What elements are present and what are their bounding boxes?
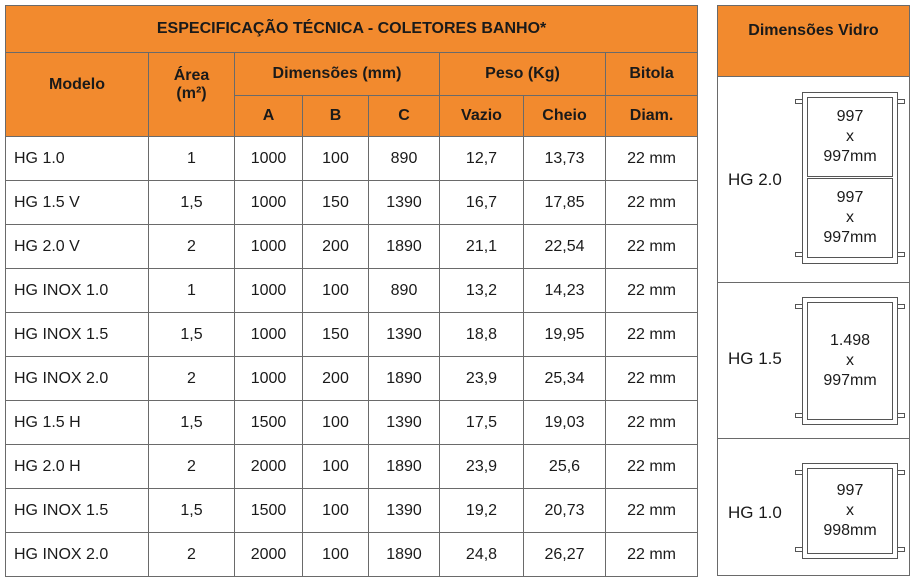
glass-section-hg-2-0 — [718, 78, 909, 283]
cell-cheio: 26,27 — [524, 533, 606, 577]
table-row — [6, 269, 698, 313]
panel-tab — [795, 304, 803, 309]
cell-area: 2 — [149, 357, 235, 401]
cell-area: 1,5 — [149, 313, 235, 357]
cell-diam: 22 mm — [606, 313, 698, 357]
table-row — [6, 357, 698, 401]
cell-area: 2 — [149, 225, 235, 269]
table-row — [6, 401, 698, 445]
cell-diam: 22 mm — [606, 489, 698, 533]
spec-table — [5, 5, 698, 577]
cell-c: 890 — [369, 269, 440, 313]
cell-modelo: HG INOX 2.0 — [6, 533, 149, 577]
cell-c: 1390 — [369, 401, 440, 445]
cell-a: 1000 — [235, 181, 303, 225]
glass-pane: 997 x 997mm — [807, 97, 893, 177]
cell-b: 100 — [303, 401, 369, 445]
cell-cheio: 19,03 — [524, 401, 606, 445]
cell-b: 200 — [303, 357, 369, 401]
glass-section-label: HG 1.0 — [728, 503, 782, 522]
panel-tab — [795, 252, 803, 257]
cell-vazio: 17,5 — [440, 401, 524, 445]
cell-a: 1000 — [235, 313, 303, 357]
cell-b: 100 — [303, 445, 369, 489]
cell-modelo: HG 1.5 V — [6, 181, 149, 225]
header-modelo: Modelo — [6, 53, 149, 137]
cell-c: 1390 — [369, 313, 440, 357]
table-row — [6, 313, 698, 357]
cell-vazio: 16,7 — [440, 181, 524, 225]
cell-modelo: HG 2.0 V — [6, 225, 149, 269]
panel-tab — [795, 99, 803, 104]
panel-tab — [795, 547, 803, 552]
cell-diam: 22 mm — [606, 357, 698, 401]
cell-b: 150 — [303, 313, 369, 357]
cell-c: 1890 — [369, 225, 440, 269]
cell-cheio: 13,73 — [524, 137, 606, 181]
glass-pane: 997 x 998mm — [807, 468, 893, 554]
cell-c: 1890 — [369, 445, 440, 489]
cell-vazio: 23,9 — [440, 445, 524, 489]
cell-c: 1390 — [369, 181, 440, 225]
cell-cheio: 25,6 — [524, 445, 606, 489]
table-row — [6, 533, 698, 577]
glass-panel-diagram — [802, 92, 898, 264]
glass-section-label: HG 2.0 — [728, 170, 782, 189]
table-row — [6, 225, 698, 269]
table-row — [6, 181, 698, 225]
cell-modelo: HG INOX 1.5 — [6, 489, 149, 533]
header-c: C — [369, 96, 440, 137]
cell-cheio: 20,73 — [524, 489, 606, 533]
header-cheio: Cheio — [524, 96, 606, 137]
header-b: B — [303, 96, 369, 137]
glass-pane: 997 x 997mm — [807, 178, 893, 258]
glass-pane: 1.498 x 997mm — [807, 302, 893, 420]
cell-diam: 22 mm — [606, 181, 698, 225]
panel-tab — [897, 413, 905, 418]
cell-modelo: HG 1.0 — [6, 137, 149, 181]
cell-area: 1 — [149, 137, 235, 181]
cell-vazio: 21,1 — [440, 225, 524, 269]
glass-section-hg-1-0 — [718, 439, 909, 575]
cell-diam: 22 mm — [606, 445, 698, 489]
cell-modelo: HG 2.0 H — [6, 445, 149, 489]
cell-area: 1,5 — [149, 401, 235, 445]
cell-c: 1390 — [369, 489, 440, 533]
cell-a: 1500 — [235, 489, 303, 533]
cell-b: 100 — [303, 533, 369, 577]
table-row — [6, 137, 698, 181]
glass-dimensions-title: Dimensões Vidro — [718, 6, 909, 77]
cell-modelo: HG INOX 1.5 — [6, 313, 149, 357]
cell-b: 200 — [303, 225, 369, 269]
cell-cheio: 19,95 — [524, 313, 606, 357]
cell-b: 100 — [303, 489, 369, 533]
cell-diam: 22 mm — [606, 533, 698, 577]
panel-tab — [795, 413, 803, 418]
panel-tab — [897, 547, 905, 552]
cell-cheio: 17,85 — [524, 181, 606, 225]
spec-table-title: ESPECIFICAÇÃO TÉCNICA - COLETORES BANHO* — [6, 6, 698, 53]
cell-diam: 22 mm — [606, 401, 698, 445]
cell-area: 1,5 — [149, 489, 235, 533]
glass-panel-diagram — [802, 297, 898, 425]
header-vazio: Vazio — [440, 96, 524, 137]
header-bitola: Bitola — [606, 53, 698, 96]
cell-cheio: 25,34 — [524, 357, 606, 401]
cell-a: 1000 — [235, 357, 303, 401]
cell-modelo: HG INOX 1.0 — [6, 269, 149, 313]
cell-area: 1,5 — [149, 181, 235, 225]
panel-tab — [897, 252, 905, 257]
cell-a: 1000 — [235, 225, 303, 269]
header-a: A — [235, 96, 303, 137]
table-row — [6, 489, 698, 533]
cell-c: 890 — [369, 137, 440, 181]
cell-cheio: 14,23 — [524, 269, 606, 313]
header-diam: Diam. — [606, 96, 698, 137]
panel-tab — [897, 304, 905, 309]
cell-area: 2 — [149, 445, 235, 489]
cell-a: 1000 — [235, 269, 303, 313]
table-row — [6, 445, 698, 489]
header-peso: Peso (Kg) — [440, 53, 606, 96]
panel-tab — [897, 99, 905, 104]
cell-vazio: 19,2 — [440, 489, 524, 533]
cell-diam: 22 mm — [606, 269, 698, 313]
cell-area: 2 — [149, 533, 235, 577]
cell-vazio: 23,9 — [440, 357, 524, 401]
cell-cheio: 22,54 — [524, 225, 606, 269]
cell-diam: 22 mm — [606, 137, 698, 181]
cell-area: 1 — [149, 269, 235, 313]
cell-modelo: HG INOX 2.0 — [6, 357, 149, 401]
cell-b: 100 — [303, 137, 369, 181]
panel-tab — [795, 470, 803, 475]
cell-vazio: 24,8 — [440, 533, 524, 577]
glass-section-hg-1-5 — [718, 283, 909, 439]
cell-b: 100 — [303, 269, 369, 313]
panel-tab — [897, 470, 905, 475]
header-area: Área (m²) — [149, 53, 235, 137]
cell-c: 1890 — [369, 533, 440, 577]
cell-a: 1000 — [235, 137, 303, 181]
glass-section-label: HG 1.5 — [728, 349, 782, 368]
cell-c: 1890 — [369, 357, 440, 401]
cell-b: 150 — [303, 181, 369, 225]
cell-a: 2000 — [235, 445, 303, 489]
cell-a: 2000 — [235, 533, 303, 577]
cell-vazio: 13,2 — [440, 269, 524, 313]
glass-dimensions-panel — [717, 5, 910, 576]
cell-vazio: 12,7 — [440, 137, 524, 181]
cell-a: 1500 — [235, 401, 303, 445]
cell-modelo: HG 1.5 H — [6, 401, 149, 445]
glass-panel-diagram — [802, 463, 898, 559]
cell-vazio: 18,8 — [440, 313, 524, 357]
cell-diam: 22 mm — [606, 225, 698, 269]
header-dimensoes: Dimensões (mm) — [235, 53, 440, 96]
